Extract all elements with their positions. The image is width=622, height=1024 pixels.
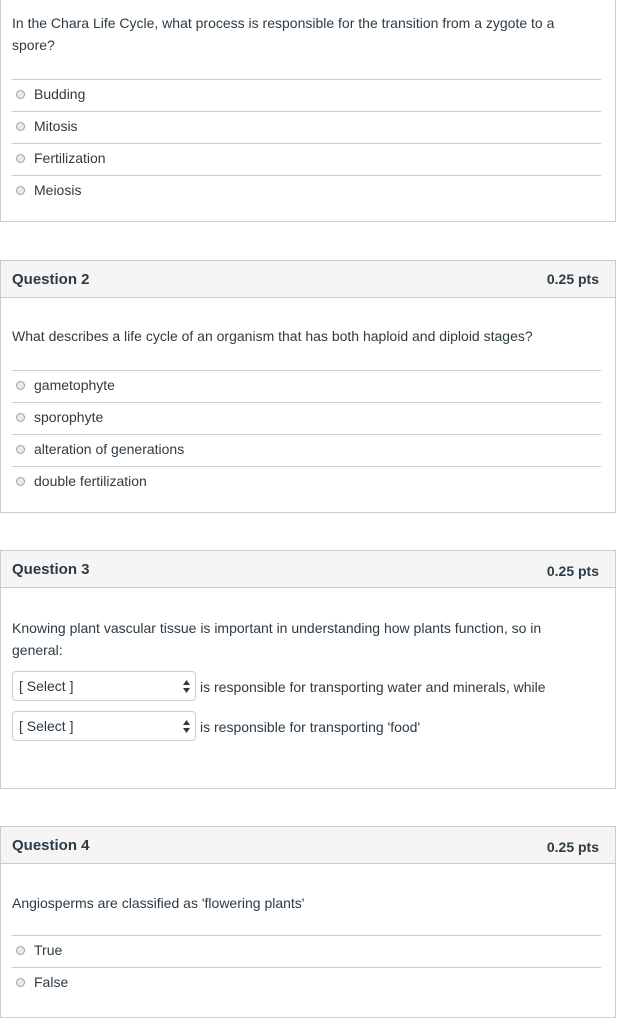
radio-button[interactable] [16, 946, 25, 955]
select-value: [ Select ] [19, 718, 74, 734]
select-1-suffix: is responsible for transporting water and minerals, while [200, 679, 546, 695]
option-gametophyte[interactable] [12, 370, 601, 401]
option-label: True [34, 942, 63, 958]
question-1-text: In the Chara Life Cycle, what process is responsible for the transition from a zygote to a spore? [12, 15, 555, 53]
question-2-title: Question 2 [12, 271, 90, 288]
question-3-body [0, 588, 616, 789]
option-label: False [34, 974, 69, 990]
option-mitosis[interactable] [12, 111, 601, 142]
question-4-title: Question 4 [12, 837, 90, 854]
option-label: Budding [34, 86, 86, 102]
question-2-points: 0.25 pts [546, 271, 599, 287]
question-3-title: Question 3 [12, 561, 90, 578]
radio-button[interactable] [16, 90, 25, 99]
question-2-body [0, 298, 616, 513]
select-arrows-icon [183, 680, 190, 693]
vascular-tissue-select-2[interactable] [12, 711, 196, 741]
radio-button[interactable] [16, 186, 25, 195]
option-meiosis[interactable] [12, 175, 601, 206]
select-arrows-icon [183, 720, 190, 733]
radio-button[interactable] [16, 445, 25, 454]
option-fertilization[interactable] [12, 143, 601, 174]
vascular-tissue-select-1[interactable] [12, 671, 196, 701]
question-4-body [0, 864, 616, 1018]
question-1-body [0, 0, 616, 222]
question-3-points: 0.25 pts [546, 563, 599, 579]
question-4-text: Angiosperms are classified as 'flowering plants' [12, 895, 305, 911]
radio-button[interactable] [16, 477, 25, 486]
select-2-suffix: is responsible for transporting 'food' [200, 719, 421, 735]
question-2-text: What describes a life cycle of an organism that has both haploid and diploid stages? [12, 328, 533, 344]
radio-button[interactable] [16, 413, 25, 422]
option-label: Meiosis [34, 182, 82, 198]
option-true[interactable] [12, 935, 601, 966]
option-budding[interactable] [12, 79, 601, 110]
option-label: Fertilization [34, 150, 106, 166]
option-sporophyte[interactable] [12, 402, 601, 433]
radio-button[interactable] [16, 381, 25, 390]
question-3-text: Knowing plant vascular tissue is important in understanding how plants function, so in general: [12, 620, 542, 658]
question-4-points: 0.25 pts [546, 839, 599, 855]
question-4-header [0, 826, 616, 864]
option-label: Mitosis [34, 118, 78, 134]
radio-button[interactable] [16, 122, 25, 131]
option-alteration-of-generations[interactable] [12, 434, 601, 465]
option-double-fertilization[interactable] [12, 466, 601, 497]
radio-button[interactable] [16, 154, 25, 163]
question-3-header [0, 550, 616, 588]
question-2-header [0, 260, 616, 298]
option-label: sporophyte [34, 409, 104, 425]
option-label: double fertilization [34, 473, 147, 489]
radio-button[interactable] [16, 978, 25, 987]
select-value: [ Select ] [19, 678, 74, 694]
option-label: alteration of generations [34, 441, 185, 457]
option-false[interactable] [12, 967, 601, 998]
option-label: gametophyte [34, 377, 115, 393]
